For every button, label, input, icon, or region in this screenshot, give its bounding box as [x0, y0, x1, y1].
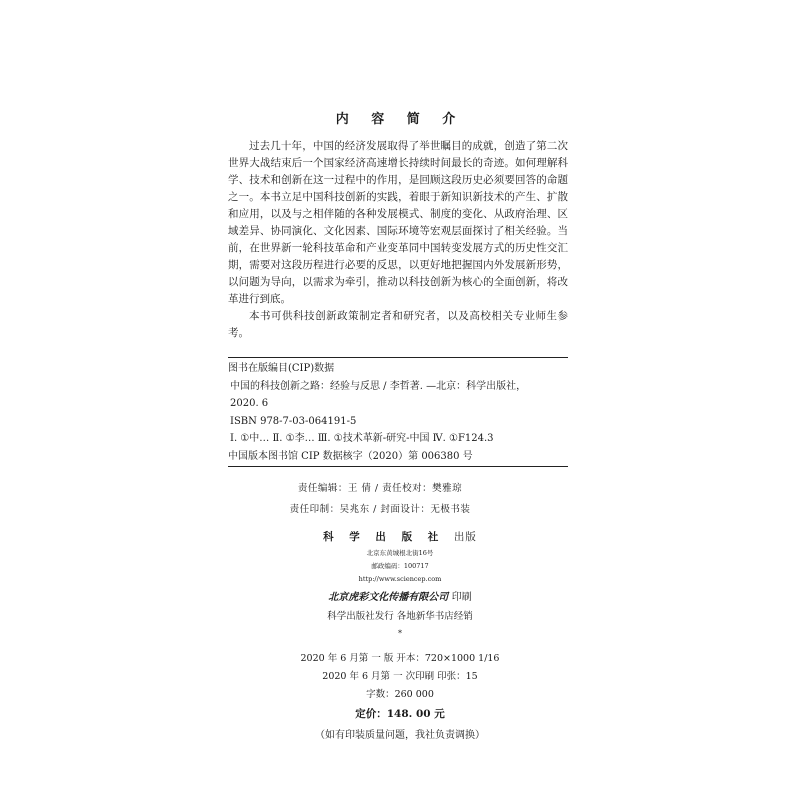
printing-line: 2020 年 6 月第 一 次印刷 印张：15 [322, 671, 478, 682]
credit-production: 责任印制：吴兆东 / 封面设计：无极书装 [289, 504, 471, 515]
cip-classification: Ⅰ. ①中… Ⅱ. ①李… Ⅲ. ①技术革新-研究-中国 Ⅳ. ①F124.3 [230, 433, 494, 444]
summary-paragraph: 本书可供科技创新政策制定者和研究者，以及高校相关专业师生参考。 [228, 310, 568, 339]
publisher-name: 科 学 出 版 社 [323, 531, 445, 543]
cip-data-block [228, 357, 568, 467]
content-summary [228, 138, 568, 342]
cip-line: 2020. 6 [230, 398, 269, 409]
printer-name: 北京虎彩文化传播有限公司 [328, 592, 449, 603]
publisher-line [0, 527, 800, 547]
publisher-address: 北京东黄城根北街16号 [366, 549, 434, 557]
cip-title: 图书在版编目(CIP)数据 [228, 363, 335, 374]
edition-line: 2020 年 6 月第 一 版 开本：720×1000 1/16 [300, 653, 500, 664]
credit-editors: 责任编辑：王 倩 / 责任校对：樊雅琼 [297, 483, 463, 494]
cip-line: 中国的科技创新之路：经验与反思 / 李哲著. —北京：科学出版社， [230, 380, 527, 392]
publisher-website: http://www.sciencep.com [358, 575, 442, 583]
publisher-postcode: 邮政编码：100717 [371, 562, 429, 570]
price: 定价：148. 00 元 [355, 708, 445, 720]
distribution-line: 科学出版社发行 各地新华书店经销 [327, 611, 473, 622]
separator-star: * [398, 629, 402, 638]
quality-notice: （如有印装质量问题，我社负责调换） [315, 730, 485, 741]
publication-info [0, 527, 800, 746]
editorial-credits [250, 478, 510, 520]
word-count: 字数：260 000 [366, 689, 434, 700]
cip-record-number: 中国版本图书馆 CIP 数据核字（2020）第 006380 号 [228, 450, 473, 462]
publisher-action: 出版 [453, 531, 477, 543]
summary-paragraph: 过去几十年，中国的经济发展取得了举世瞩目的成就，创造了第二次世界大战结束后一个国家经济高速增长持续时间最长的奇迹。如何理解科学、技术和创新在这一过程中的作用，是回顾这段历史必须要回答的命题之一。本书立足中国科技创新的实践，着眼于新知识新技术的产生、扩散和应用，以及与之相伴随的各种发展模式、制度的变化、从政府治理、区域差异、协同演化、文化因素、国际环境等宏观层面探讨了相关经验。当前，在世界新一轮科技革命和产业变革同中国转变发展方式的历史性交汇期，需要对这段历程进行必要的反思，以更好地把握国内外发展新形势，以问题为导向，以需求为牵引，推动以科技创新为核心的全面创新，将改革进行到底。 [228, 140, 568, 305]
cip-isbn: ISBN 978-7-03-064191-5 [230, 415, 357, 427]
summary-heading: 内 容 简 介 [335, 112, 465, 127]
printer-line [0, 588, 800, 608]
printer-action: 印刷 [451, 592, 472, 603]
